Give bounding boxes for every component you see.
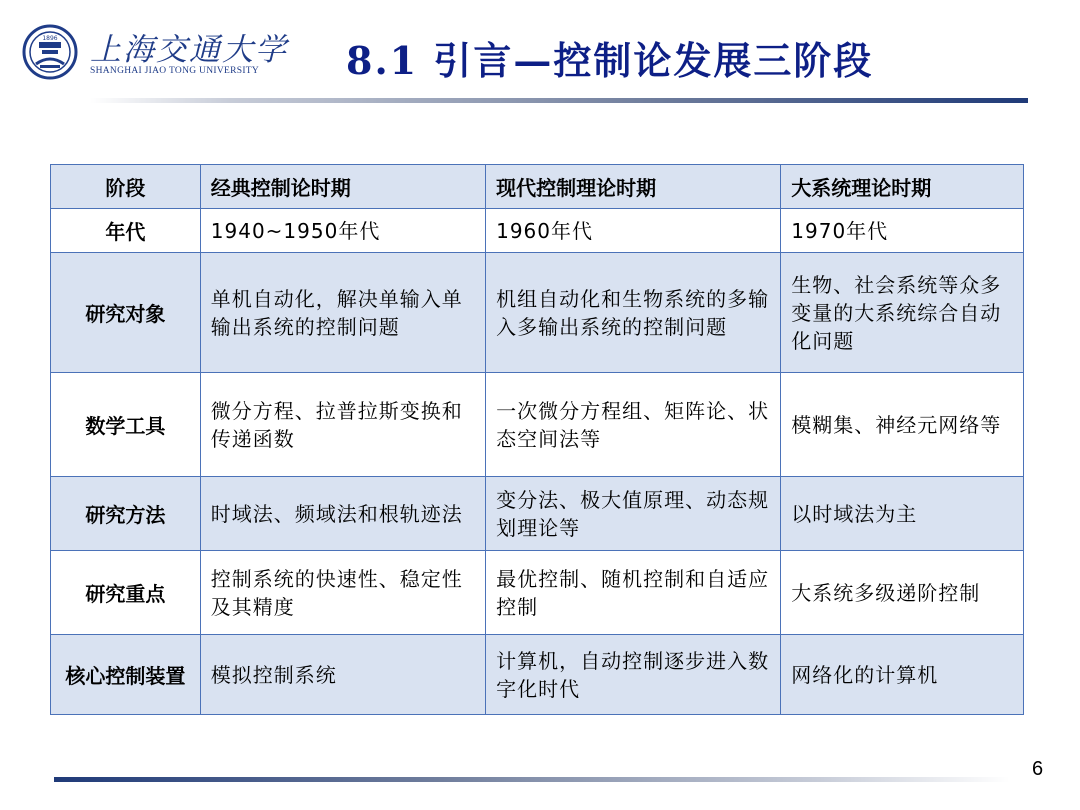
row-label-research-object: 研究对象 [51, 253, 201, 373]
table-row-research-method [51, 477, 1024, 551]
logo-english-name: SHANGHAI JIAO TONG UNIVERSITY [90, 66, 260, 76]
column-header-modern: 现代控制理论时期 [486, 165, 781, 209]
cell-device-classical: 模拟控制系统 [200, 635, 485, 715]
cell-method-classical: 时域法、频域法和根轨迹法 [200, 477, 485, 551]
column-header-large-system: 大系统理论时期 [781, 165, 1024, 209]
cell-object-classical: 单机自动化，解决单输入单输出系统的控制问题 [200, 253, 485, 373]
column-header-classical: 经典控制论时期 [200, 165, 485, 209]
cell-math-classical: 微分方程、拉普拉斯变换和传递函数 [200, 373, 485, 477]
table-row-math-tools [51, 373, 1024, 477]
row-label-research-method: 研究方法 [51, 477, 201, 551]
header-divider [90, 98, 1028, 103]
cell-era-large-system: 1970年代 [781, 209, 1024, 253]
row-label-math-tools: 数学工具 [51, 373, 201, 477]
table-row-era [51, 209, 1024, 253]
cell-device-modern: 计算机，自动控制逐步进入数字化时代 [486, 635, 781, 715]
column-header-stage: 阶段 [51, 165, 201, 209]
table-row-research-focus [51, 551, 1024, 635]
cell-math-modern: 一次微分方程组、矩阵论、状态空间法等 [486, 373, 781, 477]
table-header-row [51, 165, 1024, 209]
table-row-research-object [51, 253, 1024, 373]
cell-object-large-system: 生物、社会系统等众多变量的大系统综合自动化问题 [781, 253, 1024, 373]
cell-era-classical: 1940~1950年代 [200, 209, 485, 253]
university-emblem-icon [22, 24, 82, 80]
cell-math-large-system: 模糊集、神经元网络等 [781, 373, 1024, 477]
cell-device-large-system: 网络化的计算机 [781, 635, 1024, 715]
slide-title: 8.1 引言—控制论发展三阶段 [346, 38, 874, 83]
cell-object-modern: 机组自动化和生物系统的多输入多输出系统的控制问题 [486, 253, 781, 373]
page-number: 6 [1032, 758, 1044, 780]
row-label-research-focus: 研究重点 [51, 551, 201, 635]
cell-era-modern: 1960年代 [486, 209, 781, 253]
table-row-core-device [51, 635, 1024, 715]
cell-method-large-system: 以时域法为主 [781, 477, 1024, 551]
university-logo [22, 22, 288, 82]
cell-focus-classical: 控制系统的快速性、稳定性及其精度 [200, 551, 485, 635]
row-label-core-device: 核心控制装置 [51, 635, 201, 715]
control-theory-stages-table [50, 164, 1024, 715]
footer-divider [54, 777, 1010, 782]
cell-method-modern: 变分法、极大值原理、动态规划理论等 [486, 477, 781, 551]
cell-focus-modern: 最优控制、随机控制和自适应控制 [486, 551, 781, 635]
cell-focus-large-system: 大系统多级递阶控制 [781, 551, 1024, 635]
row-label-era: 年代 [51, 209, 201, 253]
svg-text:1896: 1896 [42, 35, 58, 42]
logo-chinese-name: 上海交通大学 [90, 32, 288, 68]
